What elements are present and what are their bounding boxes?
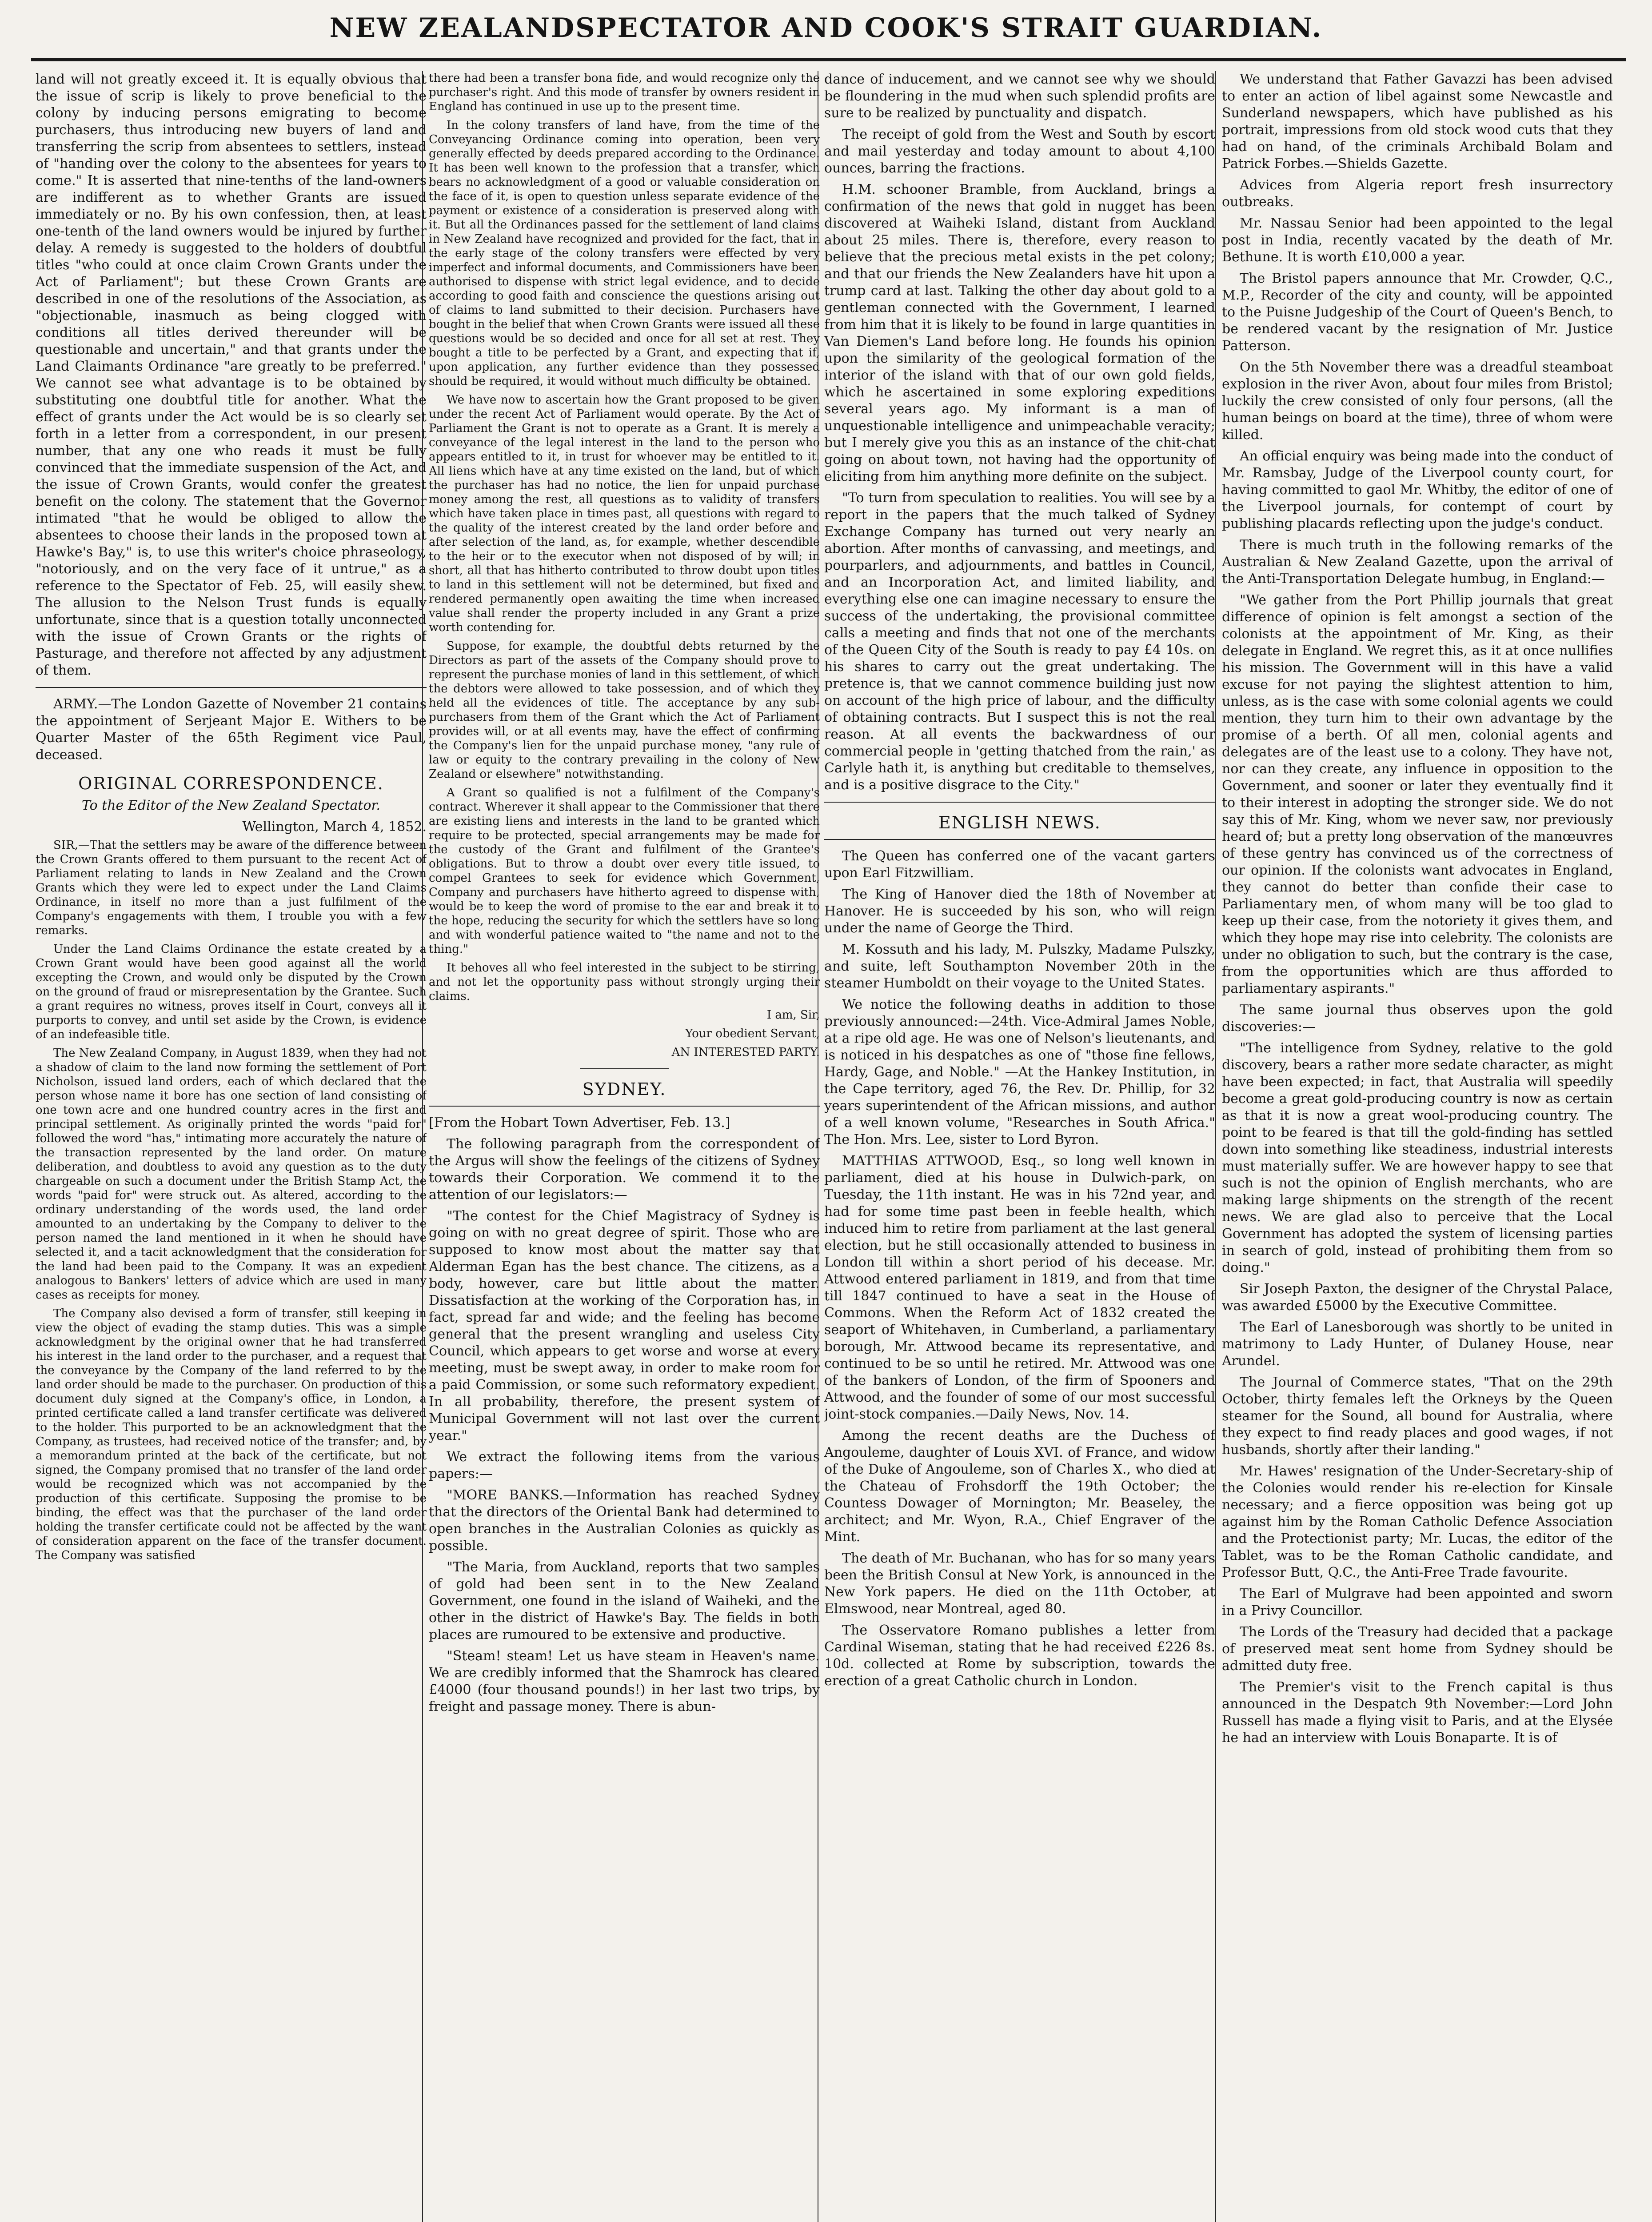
divider (824, 802, 1215, 803)
paragraph: The Earl of Lanesborough was shortly to be united in matrimony to Lady Hunter, of Dulaney House, near Arundel. (1222, 1319, 1613, 1369)
letter-dateline: Wellington, March 4, 1852. (242, 819, 427, 835)
divider (824, 839, 1215, 840)
paragraph: We have now to ascertain how the Grant proposed to be given under the recent Act of Parliament would operate. By the Act of Parliament the Grant is not to operate as a Grant. It is merely a conveyance of the legal interest in the land to the person who appears entitled to it, in trust for whoever may be entitled to it. All liens which have at any time existed on the land, but of which the purchaser has had no notice, the lien for unpaid purchase money among the rest, all questions as to validity of transfers which have taken place in times past, all questions with regard to the quality of the interest created by the land order before and after selection of the land, as, for example, whether descendible to the heir or to the executor when not disposed of by will; in short, all that has hitherto contributed to throw doubt upon titles to land in this settlement will not be determined, but fixed and rendered permanently open awaiting the time when increased value shall render the property included in any Grant a prize worth contending for. (429, 393, 820, 634)
paragraph: The Company also devised a form of transfer, still keeping in view the object of evading the stamp duties. This was a simple acknowledgment by the original owner that he had transferred his interest in the land order to the purchaser, and a request that the conveyance by the Company of the land referred to by the land order should be made to the purchaser. On production of this document duly signed at the Company's office, in London, a printed certificate called a land transfer certificate was delivered to the holder. This purported to be an acknowledgment that the Company, as trustees, had received notice of the transfer; and, by a memorandum printed at the back of the certificate, but not signed, the Company promised that no transfer of the land order would be recognized which was not accompanied by the production of this certificate. Supposing the promise to be binding, the effect was that the purchaser of the land order holding the transfer certificate could not be affected by the want of consideration apparent on the face of the transfer document. The Company was satisfied (36, 1307, 427, 1562)
paragraph: We extract the following items from the various papers:— (429, 1449, 820, 1482)
letter-signature: AN INTERESTED PARTY. (671, 1046, 820, 1059)
paragraph: Among the recent deaths are the Duchess of Angouleme, daughter of Louis XVI. of France, and widow of the Duke of Angouleme, son of Charles X., who died at the Chateau of Frohsdorff the 19th October; the Countess Dowager of Mornington; Mr. Beaseley, the architect; and Mr. Wyon, R.A., Chief Engraver of the Mint. (824, 1428, 1215, 1545)
paragraph: An official enquiry was being made into the conduct of Mr. Ramsbay, Judge of the Liverpool county court, for having committed to gaol Mr. Whitby, the editor of one of the Liverpool journals, for contempt of court by publishing placards reflecting upon the judge's conduct. (1222, 448, 1613, 532)
masthead: NEW ZEALANDSPECTATOR AND COOK'S STRAIT GUARDIAN. (329, 12, 1323, 44)
paragraph: The same journal thus observes upon the gold discoveries:— (1222, 1002, 1613, 1035)
divider (36, 687, 427, 688)
paragraph: A Grant so qualified is not a fulfilment of the Company's contract. Wherever it shall appear to the Commissioner that there are existing liens and interests in the land to be granted which require to be protected, special arrangements may be made for the custody of the Grant and fulfilment of the Grantee's obligations. But to throw a doubt over every title issued, to compel Grantees to seek for evidence which Government, Company and purchasers have hitherto agreed to dispense with, would be to keep the word of promise to the ear and break it to the hope, reducing the security for which the settlers have so long and with wonderful patience waited to "the name and not to the thing." (429, 786, 820, 956)
paragraph: Suppose, for example, the doubtful debts returned by the Directors as part of the assets of the Company should prove to represent the purchase monies of land in this settlement, of which the debtors were allowed to take possession, and of which they held all the evidences of title. The acceptance by any sub-purchasers from them of the Grant which the Act of Parliament provides will, or at all events may, have the effect of confirming the Company's lien for the unpaid purchase money, "any rule of law or equity to the contrary prevailing in the colony of New Zealand or elsewhere" notwithstanding. (429, 639, 820, 781)
divider (580, 1068, 669, 1069)
section-heading: ENGLISH NEWS. (938, 813, 1101, 832)
paragraph: Mr. Hawes' resignation of the Under-Secretary-ship of the Colonies would render his re-election for Kinsale necessary; and a fierce opposition was being got up against him by the Roman Catholic Defence Association and the Protectionist party; Mr. Lucas, the editor of the Tablet, was to be the Roman Catholic candidate, and Professor Butt, Q.C., the Anti-Free Trade favourite. (1222, 1463, 1613, 1580)
paragraph: H.M. schooner Bramble, from Auckland, brings a confirmation of the news that gold in nugget has been discovered at Waiheki Island, distant from Auckland about 25 miles. There is, therefore, every reason to believe that the precious metal exists in the pet colony; and that our friends the New Zealanders have hit upon a trump card at last. Talking the other day about gold to a gentleman connected with the Government, I learned from him that it is likely to be found in large quantities in Van Diemen's Land before long. He founds his opinion upon the similarity of the geological formation of the interior of the island with that of our own gold fields, which he ascertained in some exploring expeditions several years ago. My informant is a man of unquestionable intelligence and unimpeachable veracity; but I merely give you this as an instance of the chit-chat going on about town, not having had the opportunity of eliciting from him anything more definite on the subject. (824, 182, 1215, 484)
paragraph: There is much truth in the following remarks of the Australian & New Zealand Gazette, upon the arrival of the Anti-Transportation Delegate humbug, in England:— (1222, 537, 1613, 587)
paragraph: On the 5th November there was a dreadful steamboat explosion in the river Avon, about four miles from Bristol; luckily the crew consisted of only four persons, (all the human beings on board at the time), three of whom were killed. (1222, 360, 1613, 443)
paragraph: MATTHIAS ATTWOOD, Esq., so long well known in parliament, died at his house in Dulwich-park, on Tuesday, the 11th instant. He was in his 72nd year, and had for some time past been in feeble health, which induced him to retire from parliament at the last general election, but he still occasionally attended to business in London till within a short period of his decease. Mr. Attwood entered parliament in 1819, and from that time till 1847 continued to have a seat in the House of Commons. When the Reform Act of 1832 created the seaport of Whitehaven, in Cumberland, a parliamentary borough, Mr. Attwood became its representative, and continued to be so until he retired. Mr. Attwood was one of the bankers of London, of the firm of Spooners and Attwood, and the founder of some of our most successful joint-stock companies.—Daily News, Nov. 14. (824, 1153, 1215, 1422)
masthead-rule (31, 58, 1626, 61)
paragraph: We notice the following deaths in addition to those previously announced:—24th. Vice-Admiral James Noble, at a ripe old age. He was one of Nelson's lieutenants, and is noticed in his despatches as one of "those fine fellows, Hardy, Gage, and Noble." —At the Hankey Institution, in the Cape territory, aged 76, the Rev. Dr. Phillip, for 32 years superintendent of the African missions, and author of a well known volume, "Researches in South Africa." The Hon. Mrs. Lee, sister to Lord Byron. (824, 997, 1215, 1147)
paragraph: The Earl of Mulgrave had been appointed and sworn in a Privy Councillor. (1222, 1586, 1613, 1619)
section-heading: ORIGINAL CORRESPONDENCE. (78, 774, 384, 793)
paragraph: "The intelligence from Sydney, relative to the gold discovery, bears a rather more sedate character, as might have been expected; in fact, that Australia will speedily become a great gold-producing country is now as certain as that it is now a great wool-producing country. The point to be feared is that till the gold-finding has settled down into something like steadiness, industrial interests must materially suffer. We are however happy to see that such is not the opinion of English merchants, who are making large shipments on the strength of the recent news. We are glad also to perceive that the Local Government has adopted the system of licensing parties in search of gold, instead of prohibiting them from so doing." (1222, 1040, 1613, 1275)
section-subheading: To the Editor of the New Zealand Spectator. (81, 798, 381, 813)
divider (429, 1106, 820, 1107)
paragraph: M. Kossuth and his lady, M. Pulszky, Madame Pulszky, and suite, left Southampton November 20th in the steamer Humboldt on their voyage to the United States. (824, 942, 1215, 991)
paragraph: "We gather from the Port Phillip journals that great difference of opinion is felt amongst a section of the colonists at the appointment of Mr. King, as their delegate in England. We regret this, as it at once nullifies his mission. The Government will in this have a valid excuse for not paying the slightest attention to him, unless, as is the case with some colonial agents we could mention, they turn him to their own advantage by the promise of a berth. Of all men, colonial agents and delegates are of the least use to a colony. They have not, nor can they create, any influence in opposition to the Government, and sooner or later they eventually find it to their interest in adopting the stronger side. We do not say this of Mr. King, whom we never saw, nor previously heard of; but a pretty long observation of the manœuvres of these gentry has convinced us of the correctness of our opinion. If the colonists want advocates in England, they cannot do better than confide their case to Parliamentary men, of whom many will be too glad to keep up their case, from the notoriety it gives them, and which they hope may rise into celebrity. The colonists are under no obligation to such, but the contrary is the case, from the opportunities which are thus afforded to parliamentary aspirants." (1222, 592, 1613, 996)
paragraph: there had been a transfer bona fide, and would recognize only the purchaser's right. And this mode of transfer by owners resident in England has continued in use up to the present time. (429, 72, 820, 113)
paragraph: The death of Mr. Buchanan, who has for so many years been the British Consul at New York, is announced in the New York papers. He died on the 11th October, at Elmswood, near Montreal, aged 80. (824, 1551, 1215, 1617)
paragraph: The Lords of the Treasury had decided that a package of preserved meat sent home from Sydney should be admitted duty free. (1222, 1624, 1613, 1674)
paragraph: The following paragraph from the correspondent of the Argus will show the feelings of the citizens of Sydney towards their Corporation. We commend it to the attention of our legislators:— (429, 1136, 820, 1203)
column-4 (1222, 71, 1613, 2222)
paragraph: The Osservatore Romano publishes a letter from Cardinal Wiseman, stating that he had received £226 8s. 10d. collected at Rome by subscription, towards the erection of a great Catholic church in London. (824, 1623, 1215, 1689)
paragraph: In the colony transfers of land have, from the time of the Conveyancing Ordinance coming into operation, been very generally effected by deeds prepared according to the Ordinance. It has been well known to the profession that a transfer, which bears no acknowledgment of a good or valuable consideration on the face of it, is open to question unless separate evidence of the payment or existence of a consideration is preserved along with it. But all the Ordinances passed for the settlement of land claims in New Zealand have recognized and provided for the fact, that in the early stage of the colony transfers were effected by very imperfect and informal documents, and Commissioners have been authorised to dispense with strict legal evidence, and to decide according to good faith and conscience the questions arising out of claims to land submitted to their decision. Purchasers have bought in the belief that when Crown Grants were issued all these questions would be so decided and once for all set at rest. They bought a title to be perfected by a Grant, and expecting that if, upon application, any further evidence than they possessed should be required, it would without much difficulty be obtained. (429, 119, 820, 388)
paragraph: "MORE BANKS.—Information has reached Sydney that the directors of the Oriental Bank had determined to open branches in the Australian Colonies as quickly as possible. (429, 1487, 820, 1554)
army-notice: ARMY.—The London Gazette of November 21 contains the appointment of Serjeant Major E. Withers to be Quarter Master of the 65th Regiment vice Paul, deceased. (36, 696, 427, 763)
letter-closing: Your obedient Servant, (685, 1027, 820, 1040)
section-heading: SYDNEY. (582, 1079, 666, 1099)
paragraph: SIR,—That the settlers may be aware of the difference between the Crown Grants offered to them pursuant to the recent Act of Parliament relating to lands in New Zealand and the Crown Grants which they were led to expect under the Land Claims Ordinance, in itself no more than a just fulfilment of the Company's engagements with them, I trouble you with a few remarks. (36, 839, 427, 937)
column-divider (1215, 71, 1216, 2222)
column-2 (429, 71, 820, 2222)
paragraph: Sir Joseph Paxton, the designer of the Chrystal Palace, was awarded £5000 by the Executive Committee. (1222, 1281, 1613, 1314)
paragraph: The Queen has conferred one of the vacant garters upon Earl Fitzwilliam. (824, 848, 1215, 881)
paragraph: "The contest for the Chief Magistracy of Sydney is going on with no great degree of spirit. Those who are supposed to know most about the matter say that Alderman Egan has the best chance. The citizens, as a body, however, care but little about the matter. Dissatisfaction at the working of the Corporation has, in fact, spread far and wide; and the feeling has become general that the present wrangling and useless City Council, which appears to get worse and worse at every meeting, must be swept away, in order to make room for a paid Commission, or some such reformatory expedient. In all probability, therefore, the present system of Municipal Government will not last over the current year." (429, 1208, 820, 1443)
letter-closing: I am, Sir, (766, 1008, 820, 1022)
paragraph: Mr. Nassau Senior had been appointed to the legal post in India, recently vacated by the death of Mr. Bethune. It is worth £10,000 a year. (1222, 216, 1613, 265)
source-line: [From the Hobart Town Advertiser, Feb. 13.] (429, 1115, 730, 1131)
column-1 (36, 71, 427, 2222)
column-3 (824, 71, 1215, 2222)
paragraph: It behoves all who feel interested in the subject to be stirring, and not let the opportunity pass without strongly urging their claims. (429, 961, 820, 1003)
paragraph: "To turn from speculation to realities. You will see by a report in the papers that the much talked of Sydney Exchange Company has turned out very nearly an abortion. After months of canvassing, and meetings, and pourparlers, and adjournments, and battles in Council, and an Incorporation Act, and limited liability, and everything else one can imagine necessary to ensure the success of the undertaking, the provisional committee calls a meeting and finds that not one of the merchants of the Queen City of the South is ready to pay £4 10s. on his shares to carry out the great undertaking. The pretence is, that we cannot commence building just now on account of the high price of labour, and the difficulty of obtaining contracts. But I suspect this is not the real reason. At all events the backwardness of our commercial people in 'getting thatched from the rain,' as Carlyle hath it, is anything but creditable to themselves, and is a positive disgrace to the City." (824, 490, 1215, 793)
paragraph: The receipt of gold from the West and South by escort and mail yesterday and today amount to about 4,100 ounces, barring the fractions. (824, 127, 1215, 176)
paragraph: dance of inducement, and we cannot see why we should be floundering in the mud when such splendid profits are sure to be realized by punctuality and dispatch. (824, 72, 1215, 121)
paragraph: The Premier's visit to the French capital is thus announced in the Despatch 9th November:—Lord John Russell has made a flying visit to Paris, and at the Elysée he had an interview with Louis Bonaparte. It is of (1222, 1679, 1613, 1746)
paragraph: Under the Land Claims Ordinance the estate created by a Crown Grant would have been good against all the world excepting the Crown, and would only be disputed by the Crown on the ground of fraud or misrepresentation by the Grantee. Such a grant requires no witness, proves itself in Court, conveys all it purports to convey, and until set aside by the Crown, is evidence of an indefeasible title. (36, 943, 427, 1041)
paragraph: "The Maria, from Auckland, reports that two samples of gold had been sent in to the New Zealand Government, one found in the island of Waiheki, and the other in the district of Hawke's Bay. The fields in both places are rumoured to be extensive and productive. (429, 1559, 820, 1643)
paragraph: The New Zealand Company, in August 1839, when they had not a shadow of claim to the land now forming the settlement of Port Nicholson, issued land orders, each of which declared that the person whose name it bore has one section of land consisting of one town acre and one hundred country acres in the first and principal settlement. As originally printed the words "paid for" followed the word "has," intimating more accurately the nature of the transaction represented by the land order. On mature deliberation, and doubtless to avoid any question as to the duty chargeable on such a document under the British Stamp Act, the words "paid for" were struck out. As altered, according to the ordinary understanding of the words used, the land order amounted to an undertaking by the Company to deliver to the person named the land mentioned in it when he should have selected it, and a tacit acknowledgment that the consideration for the land had been paid to the Company. It was an expedient analogous to Bankers' letters of advice which are used in many cases as receipts for money. (36, 1047, 427, 1302)
paragraph: Advices from Algeria report fresh insurrectory outbreaks. (1222, 177, 1613, 210)
paragraph: The King of Hanover died the 18th of November at Hanover. He is succeeded by his son, who will reign under the name of George the Third. (824, 887, 1215, 936)
paragraph: "Steam! steam! Let us have steam in Heaven's name. We are credibly informed that the Shamrock has cleared £4000 (four thousand pounds!) in her last two trips, by freight and passage money. There is abun- (429, 1648, 820, 1714)
paragraph: We understand that Father Gavazzi has been advised to enter an action of libel against some Newcastle and Sunderland newspapers, which have published as his portrait, impressions from old stock wood cuts that they had on hand, of the criminals Archibald Bolam and Patrick Forbes.—Shields Gazette. (1222, 72, 1613, 172)
paragraph: land will not greatly exceed it. It is equally obvious that the issue of scrip is likely to prove beneficial to the colony by inducing persons emigrating to become purchasers, thus introducing new buyers of land and transferring the scrip from absentees to settlers, instead of "handing over the colony to the absentees for years to come." It is asserted that nine-tenths of the land-owners are indifferent as to whether Grants are issued immediately or no. By his own confession, then, at least one-tenth of the land owners would be injured by further delay. A remedy is suggested to the holders of doubtful titles "who could at once claim Crown Grants under the Act of Parliament"; but these Crown Grants are described in one of the resolutions of the Association, as "objectionable, inasmuch as being clogged with conditions all titles derived thereunder will be questionable and uncertain," and that grants under the Land Claimants Ordinance "are greatly to be preferred." We cannot see what advantage is to be obtained by substituting one doubtful title for another. What the effect of grants under the Act would be is so clearly set forth in a letter from a correspondent, in our present number, that any one who reads it must be fully convinced that the immediate suspension of the Act, and the issue of Crown Grants, would confer the greatest benefit on the colony. The statement that the Governor intimated "that he would be obliged to allow the absentees to choose their lands in the proposed town at Hawke's Bay," is, to use this writer's choice phraseology, "notoriously, and on the very face of it untrue," as a reference to the Spectator of Feb. 25, will easily shew. The allusion to the Nelson Trust funds is equally unfortunate, since that is a question totally unconnected with the issue of Crown Grants or the rights of Pasturage, and therefore not affected by any adjustment of them. (36, 72, 427, 678)
paragraph: The Journal of Commerce states, "That on the 29th October, thirty females left the Orkneys by the Queen steamer for the Sound, all bound for Australia, where they expect to find ready places and good wages, if not husbands, shortly after their landing." (1222, 1375, 1613, 1458)
paragraph: The Bristol papers announce that Mr. Crowder, Q.C., M.P., Recorder of the city and county, will be appointed to the Puisne Judgeship of the Court of Queen's Bench, to be rendered vacant by the resignation of Mr. Justice Patterson. (1222, 271, 1613, 354)
